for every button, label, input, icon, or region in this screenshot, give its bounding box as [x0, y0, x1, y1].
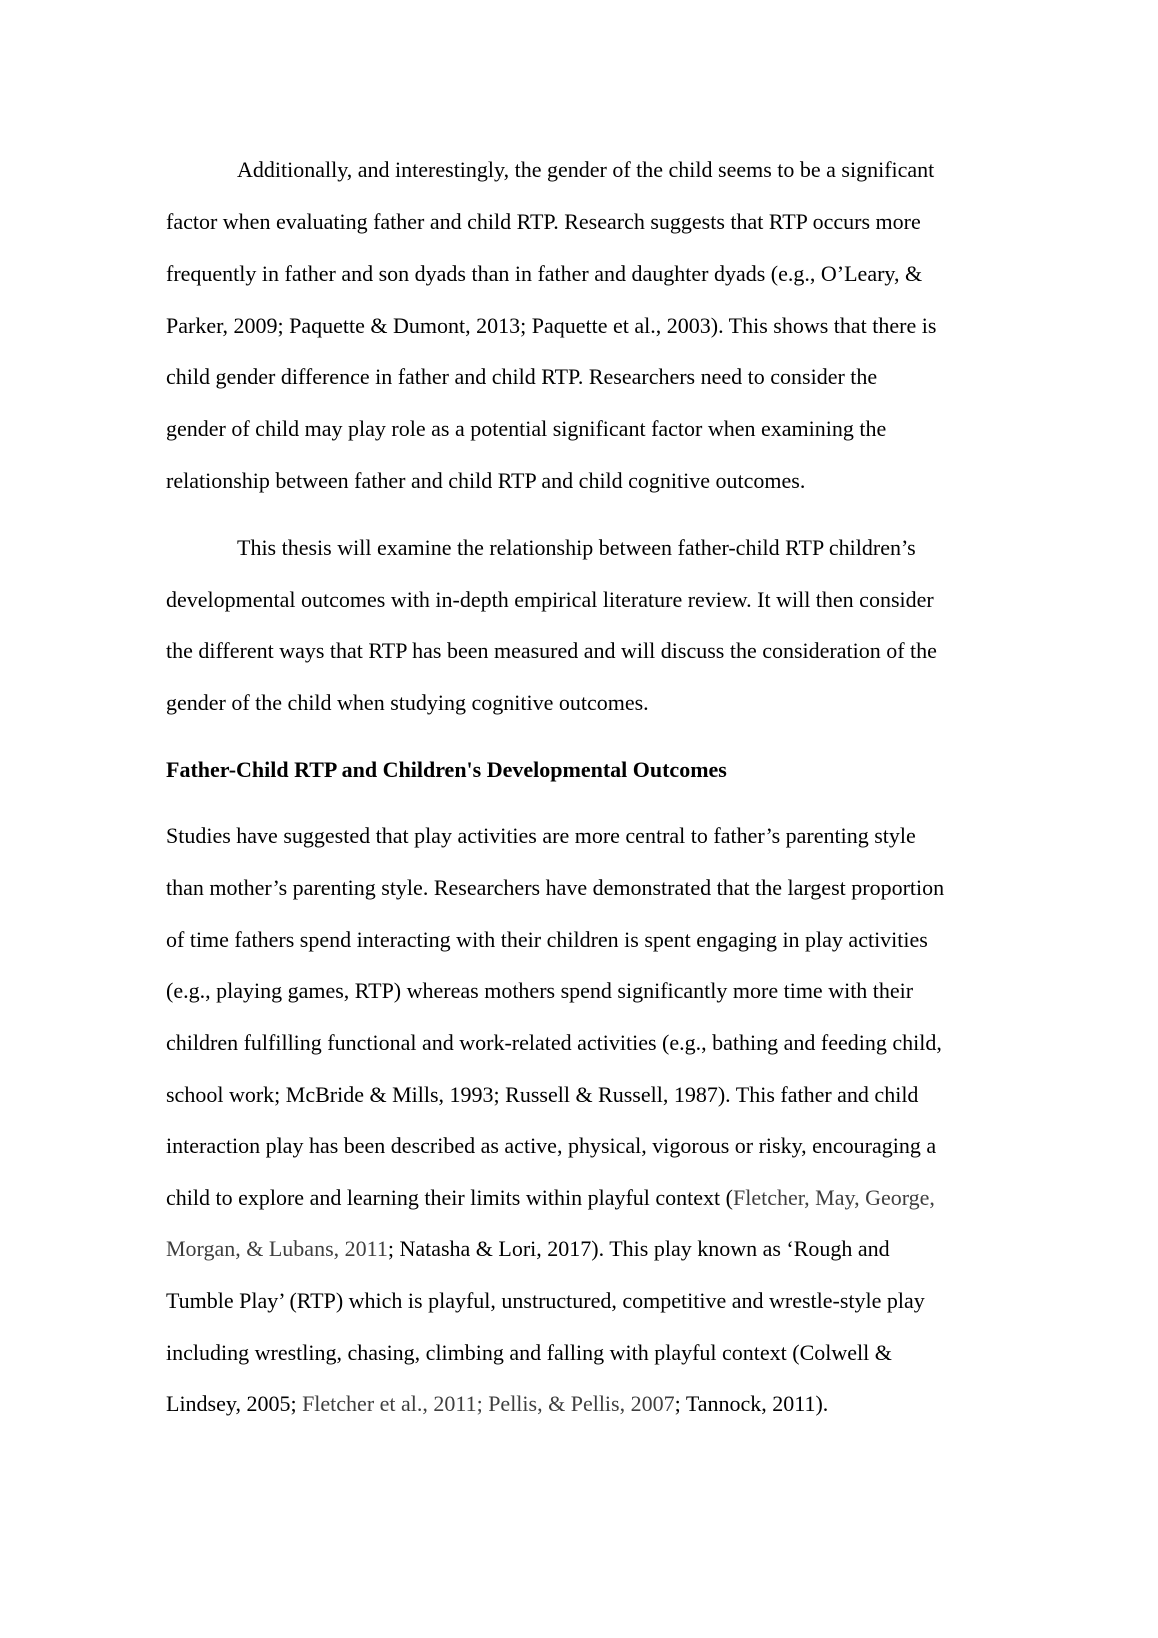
paragraph-1-line-4: Parker, 2009; Paquette & Dumont, 2013; Paquette et al., 2003). This shows that there is [166, 313, 937, 338]
paragraph-3-line-6: school work; McBride & Mills, 1993; Russell & Russell, 1987). This father and child [166, 1082, 919, 1107]
line-12-text-start: Lindsey, 2005; [166, 1391, 303, 1416]
line-8-text: child to explore and learning their limits within playful context ( [166, 1185, 733, 1210]
paragraph-2-line-2: developmental outcomes with in-depth empirical literature review. It will then consider [166, 587, 934, 612]
paragraph-1-line-6: gender of child may play role as a potential significant factor when examining the [166, 416, 887, 441]
paragraph-2-line-4: gender of the child when studying cognitive outcomes. [166, 690, 649, 715]
paragraph-3-line-7: interaction play has been described as active, physical, vigorous or risky, encouraging a [166, 1133, 937, 1158]
paragraph-3-line-3: of time fathers spend interacting with their children is spent engaging in play activities [166, 927, 928, 952]
line-9-text: ; Natasha & Lori, 2017). This play known as ‘Rough and [387, 1236, 890, 1261]
paragraph-3-line-2: than mother’s parenting style. Researchers have demonstrated that the largest proportion [166, 875, 945, 900]
document-body [166, 0, 1004, 1638]
paragraph-3-line-4: (e.g., playing games, RTP) whereas mothers spend significantly more time with their [166, 978, 914, 1003]
paragraph-3-line-9 [166, 1235, 890, 1263]
paragraph-1-line-7: relationship between father and child RTP and child cognitive outcomes. [166, 468, 806, 493]
paragraph-3-line-12 [166, 1390, 828, 1418]
paragraph-3-line-11: including wrestling, chasing, climbing and falling with playful context (Colwell & [166, 1340, 892, 1365]
paragraph-3-line-8 [166, 1184, 935, 1212]
citation-fletcher-pellis: Fletcher et al., 2011; Pellis, & Pellis, 2007 [302, 1391, 675, 1416]
paragraph-3-line-1: Studies have suggested that play activities are more central to father’s parenting style [166, 823, 916, 848]
paragraph-2-line-1: This thesis will examine the relationship between father-child RTP children’s [237, 535, 916, 560]
paragraph-3-line-5: children fulfilling functional and work-related activities (e.g., bathing and feeding child, [166, 1030, 942, 1055]
line-12-text-end: ; Tannock, 2011). [674, 1391, 829, 1416]
paragraph-1-line-1: Additionally, and interestingly, the gender of the child seems to be a significant [237, 157, 935, 182]
citation-fletcher-2011: Fletcher, May, George, [732, 1185, 935, 1210]
paragraph-3-line-10: Tumble Play’ (RTP) which is playful, unstructured, competitive and wrestle-style play [166, 1288, 925, 1313]
citation-morgan-lubans: Morgan, & Lubans, 2011 [166, 1236, 388, 1261]
paragraph-1-line-2: factor when evaluating father and child RTP. Research suggests that RTP occurs more [166, 209, 921, 234]
section-heading: Father-Child RTP and Children's Developmental Outcomes [166, 757, 727, 782]
paragraph-1-line-3: frequently in father and son dyads than in father and daughter dyads (e.g., O’Leary, & [166, 261, 923, 286]
paragraph-2-line-3: the different ways that RTP has been measured and will discuss the consideration of the [166, 638, 937, 663]
paragraph-1-line-5: child gender difference in father and child RTP. Researchers need to consider the [166, 364, 878, 389]
